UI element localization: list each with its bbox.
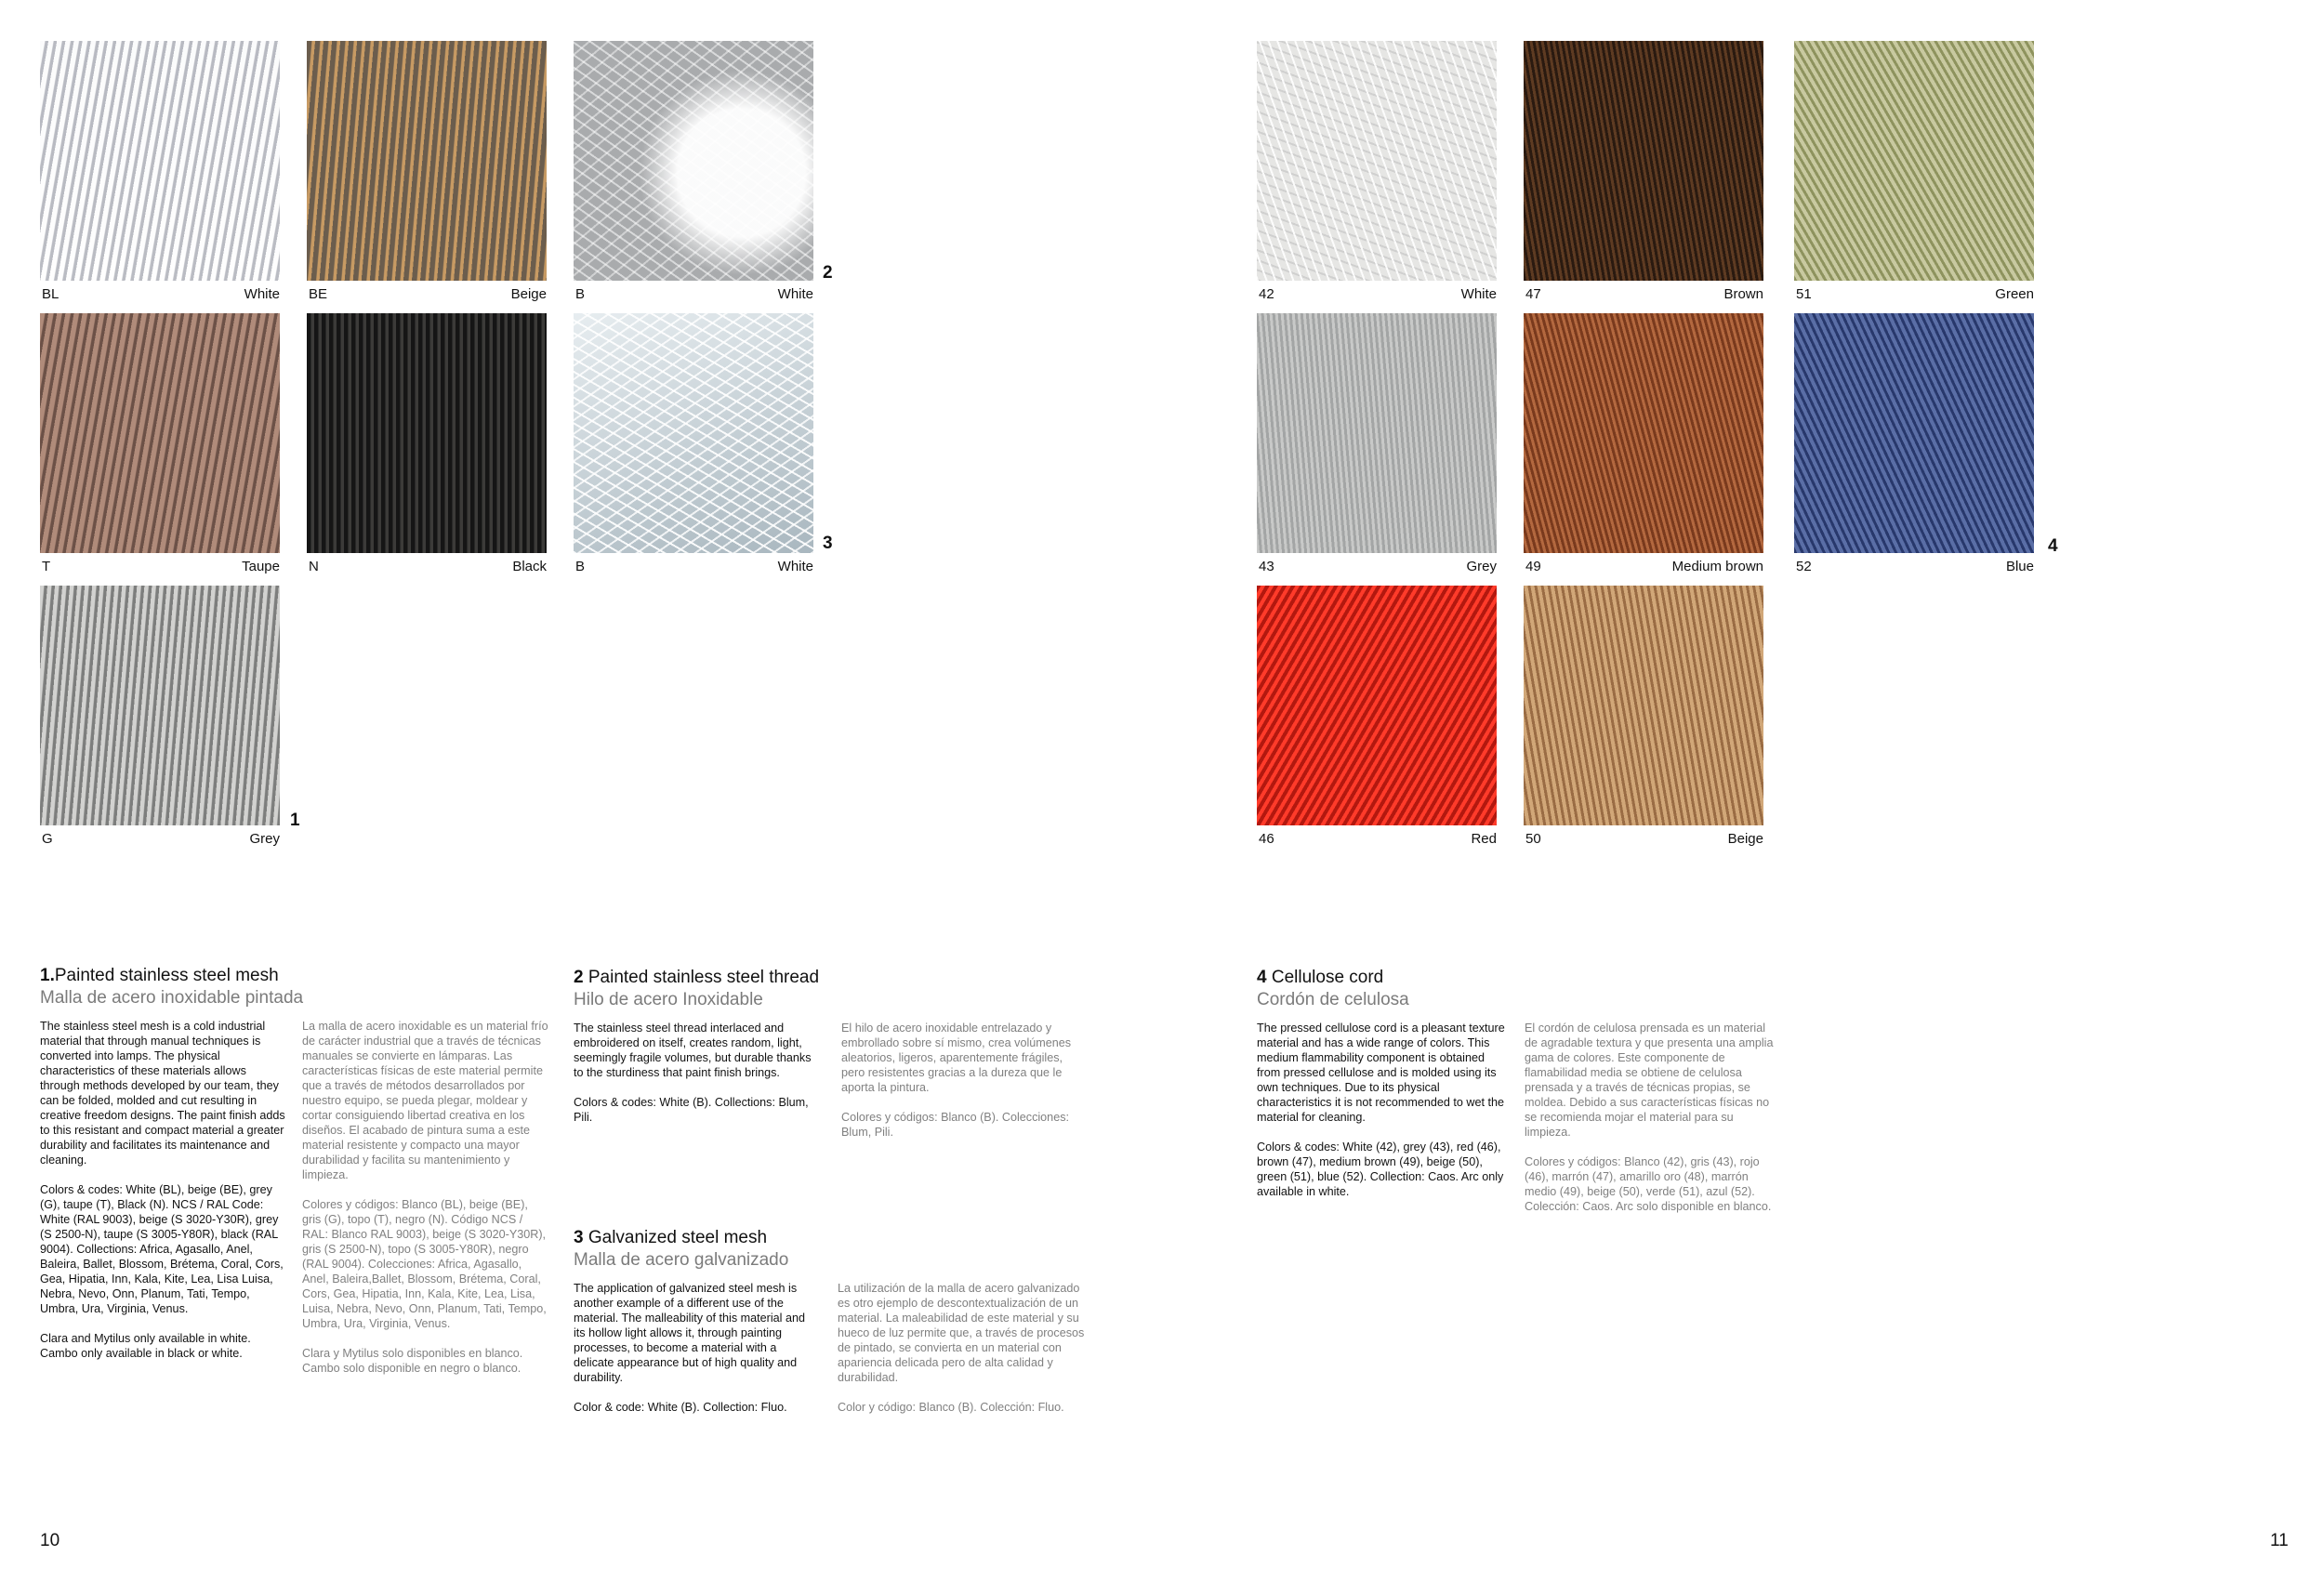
swatch-52-blue xyxy=(1794,313,2034,574)
swatch-code: G xyxy=(42,831,53,847)
swatch-code: 50 xyxy=(1525,831,1541,847)
section-1-title: 1.Painted stainless steel mesh xyxy=(40,966,279,985)
swatch-image xyxy=(574,41,813,281)
section-2-title: 2 Painted stainless steel thread xyxy=(574,968,820,987)
swatch-50-beige xyxy=(1524,586,1763,847)
section-2-subtitle: Hilo de acero Inoxidable xyxy=(574,990,763,1009)
swatch-color-name: White xyxy=(1460,286,1497,302)
swatch-color-name: Grey xyxy=(1466,559,1497,574)
swatch-code: N xyxy=(309,559,319,574)
swatch-color-name: Green xyxy=(1995,286,2034,302)
swatch-color-name: White xyxy=(777,286,813,302)
section-3-title: 3 Galvanized steel mesh xyxy=(574,1228,768,1247)
swatch-49-medium-brown xyxy=(1524,313,1763,574)
swatch-color-name: White xyxy=(244,286,280,302)
swatch-image xyxy=(40,313,280,553)
swatch-code: B xyxy=(575,559,586,574)
swatch-n-black xyxy=(307,313,547,574)
swatch-image xyxy=(40,41,280,281)
section-4-english-text: The pressed cellulose cord is a pleasant texture material and has a wide range of colors. This medium flammability component is obtained from pressed cellulose and is molded using its own techniques. Due to its physical characteristics it is not recommended to wet the material for cleaning. Colors & codes: White (42), grey (43), red (46), brown (47), medium brown (49), beige (50), green (51), blue (52). Collection: Caos. Arc only available in white. xyxy=(1257,1022,1505,1198)
swatch-image xyxy=(1794,41,2034,281)
section-4-title: 4 Cellulose cord xyxy=(1257,968,1384,987)
swatch-47-brown xyxy=(1524,41,1763,302)
group-number-2: 2 xyxy=(823,263,833,283)
swatch-color-name: Taupe xyxy=(242,559,280,574)
swatch-color-name: Red xyxy=(1471,831,1497,847)
swatch-image xyxy=(1257,586,1497,825)
section-1-spanish-text: La malla de acero inoxidable es un material frío de carácter industrial que a través de técnicas manuales se convierte en lámparas. Las características físicas de este material permite que a través de métodos desarrollados por nuestro equipo, se pueda plegar, moldear y cortar consiguiendo libertad creativa en los diseños. El acabado de pintura suma a este material resistente y compacto una mayor durabilidad y facilita su mantenimiento y limpieza. Colores y códigos: Blanco (BL), beige (BE), gris (G), topo (T), negro (N). Código NCS / RAL: Blanco RAL 9003), beige (S 3020-Y30R), gris (S 2500-N), topo (S 3005-Y80R), negro (RAL 9004). Colecciones: Africa, Agasallo, Anel, Baleira,Ballet, Blossom, Brétema, Coral, Cors, Gea, Hipatia, Inn, Kala, Kite, Lea, Lisa, Luisa, Nebra, Nevo, Onn, Planum, Tati, Tempo, Umbra, Ura, Virginia, Venus. Clara y Mytilus solo disponibles en blanco. Cambo solo disponible en negro o blanco. xyxy=(302,1020,548,1375)
section-4-subtitle: Cordón de celulosa xyxy=(1257,990,1409,1009)
swatch-image xyxy=(1524,586,1763,825)
section-1-subtitle: Malla de acero inoxidable pintada xyxy=(40,988,304,1008)
group-number-1: 1 xyxy=(290,811,300,830)
swatch-image xyxy=(574,313,813,553)
swatch-color-name: Blue xyxy=(2005,559,2034,574)
section-3-english-text: The application of galvanized steel mesh is another example of a different use of the material. The malleability of this material and its hollow light allows it, through painting processes, to become a material with a delicate appearance but of high quality and durability. Color & code: White (B). Collection: Fluo. xyxy=(574,1282,805,1414)
swatch-image xyxy=(1257,41,1497,281)
swatch-image xyxy=(1524,41,1763,281)
swatch-code: 47 xyxy=(1525,286,1541,302)
swatch-b-white-thread xyxy=(574,41,813,302)
section-3-spanish-text: La utilización de la malla de acero galvanizado es otro ejemplo de descontextualización de un material. La maleabilidad de este material y su hueco de luz permite que, a través de procesos de pintado, se convierta en un material con apariencia delicada pero de alta calidad y durabilidad. Color y código: Blanco (B). Colección: Fluo. xyxy=(838,1282,1085,1414)
swatch-46-red xyxy=(1257,586,1497,847)
swatch-color-name: Grey xyxy=(249,831,280,847)
swatch-color-name: Medium brown xyxy=(1671,559,1763,574)
swatch-color-name: White xyxy=(777,559,813,574)
swatch-code: 46 xyxy=(1259,831,1274,847)
swatch-43-grey xyxy=(1257,313,1497,574)
swatch-image xyxy=(1794,313,2034,553)
swatch-bl-white xyxy=(40,41,280,302)
swatch-code: T xyxy=(42,559,51,574)
swatch-image xyxy=(307,313,547,553)
swatch-code: B xyxy=(575,286,586,302)
swatch-color-name: Beige xyxy=(510,286,547,302)
swatch-code: 43 xyxy=(1259,559,1274,574)
swatch-image xyxy=(1524,313,1763,553)
swatch-image xyxy=(1257,313,1497,553)
section-2-spanish-text: El hilo de acero inoxidable entrelazado y embrollado sobre sí mismo, crea volúmenes aleatorios, ligeros, aparentemente frágiles, pero resistentes gracias a la dureza que le aporta la pintura. Colores y códigos: Blanco (B). Colecciones: Blum, Pili. xyxy=(841,1022,1072,1139)
section-3-subtitle: Malla de acero galvanizado xyxy=(574,1250,789,1270)
swatch-g-grey xyxy=(40,586,280,847)
swatch-b-white-mesh xyxy=(574,313,813,574)
swatch-code: BL xyxy=(42,286,59,302)
section-4-spanish-text: El cordón de celulosa prensada es un material de agradable textura y que presenta una amplia gama de colores. Este componente de flamabilidad media se obtiene de celulosa prensada y a través de técnicas propias, se moldea. Debido a sus características físicas no se recomienda mojar el material para su limpieza. Colores y códigos: Blanco (42), gris (43), rojo (46), marrón (47), amarillo oro (48), marrón medio (49), beige (50), verde (51), azul (52). Colección: Caos. Arc solo disponible en blanco. xyxy=(1525,1022,1774,1213)
section-1-english-text: The stainless steel mesh is a cold industrial material that through manual techniques is converted into lamps. The physical characteristics of these materials allows through methods developed by our team, they can be folded, molded and cut resulting in creative freedom designs. The paint finish adds to this resistant and compact material a greater durability and facilitates its maintenance and cleaning. Colors & codes: White (BL), beige (BE), grey (G), taupe (T), Black (N). NCS / RAL Code: White (RAL 9003), beige (S 3020-Y30R), grey (S 2500-N), taupe (S 3005-Y80R), black (RAL 9004). Collections: Africa, Agasallo, Anel, Baleira, Ballet, Blossom, Brétema, Coral, Cors, Gea, Hipatia, Inn, Kala, Kite, Lea, Lisa Luisa, Nebra, Nevo, Onn, Planum, Tati, Tempo, Umbra, Ura, Virginia, Venus. Clara and Mytilus only available in white. Cambo only available in black or white. xyxy=(40,1020,285,1360)
swatch-code: 42 xyxy=(1259,286,1274,302)
page-number-left: 10 xyxy=(40,1531,60,1550)
swatch-color-name: Beige xyxy=(1727,831,1763,847)
swatch-color-name: Brown xyxy=(1723,286,1763,302)
swatch-code: BE xyxy=(309,286,328,302)
group-number-3: 3 xyxy=(823,534,833,553)
swatch-code: 51 xyxy=(1796,286,1812,302)
swatch-code: 52 xyxy=(1796,559,1812,574)
swatch-t-taupe xyxy=(40,313,280,574)
swatch-code: 49 xyxy=(1525,559,1541,574)
swatch-image xyxy=(307,41,547,281)
swatch-image xyxy=(40,586,280,825)
page-number-right: 11 xyxy=(2270,1531,2289,1550)
swatch-color-name: Black xyxy=(512,559,547,574)
group-number-4: 4 xyxy=(2048,536,2058,556)
swatch-be-beige xyxy=(307,41,547,302)
section-2-english-text: The stainless steel thread interlaced and embroidered on itself, creates random, light, seemingly fragile volumes, but durable thanks to the sturdiness that paint finish brings. Colors & codes: White (B). Collections: Blum, Pili. xyxy=(574,1022,812,1124)
swatch-42-white xyxy=(1257,41,1497,302)
swatch-51-green xyxy=(1794,41,2034,302)
